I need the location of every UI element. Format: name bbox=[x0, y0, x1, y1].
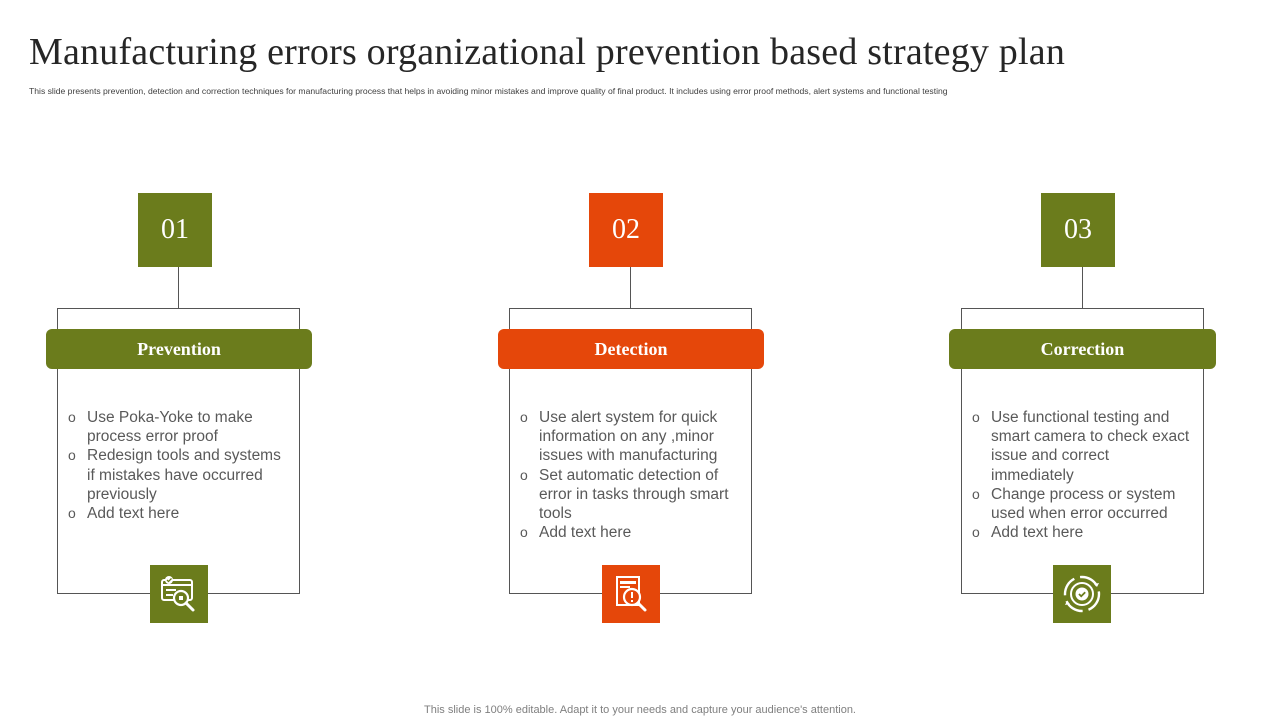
bullet-list bbox=[518, 408, 743, 542]
step-number-badge: 03 bbox=[1041, 193, 1115, 267]
list-item: o Add text here bbox=[520, 524, 632, 542]
heading-pill: Prevention bbox=[46, 329, 312, 369]
page-subtitle: This slide presents prevention, detection and correction techniques for manufacturing process that helps in avoiding minor mistakes and improve quality of final product. It includes using error proof methods, alert systems and functional testing bbox=[29, 86, 948, 96]
list-item: o Use functional testing and smart camera to check exact issue and correct immediately bbox=[972, 409, 1190, 484]
step-number-badge: 01 bbox=[138, 193, 212, 267]
footer-note: This slide is 100% editable. Adapt it to your needs and capture your audience's attention. bbox=[424, 704, 856, 716]
search-shield-icon bbox=[150, 565, 208, 623]
connector-line bbox=[630, 267, 631, 309]
connector-line bbox=[178, 267, 179, 309]
list-item: o Set automatic detection of error in tasks through smart tools bbox=[520, 466, 729, 523]
list-item: o Redesign tools and systems if mistakes have occurred previously bbox=[68, 447, 281, 503]
bullet-list bbox=[970, 408, 1195, 542]
list-item: o Add text here bbox=[972, 524, 1084, 542]
list-item: o Use alert system for quick information on any ,minor issues with manufacturing bbox=[520, 409, 718, 465]
page-title: Manufacturing errors organizational prevention based strategy plan bbox=[29, 31, 1066, 73]
bullet-list bbox=[66, 408, 291, 523]
document-alert-icon bbox=[602, 565, 660, 623]
cycle-check-icon bbox=[1053, 565, 1111, 623]
heading-pill: Correction bbox=[949, 329, 1216, 369]
list-item: o Add text here bbox=[68, 505, 180, 523]
connector-line bbox=[1082, 267, 1083, 309]
step-number-badge: 02 bbox=[589, 193, 663, 267]
heading-pill: Detection bbox=[498, 329, 764, 369]
list-item: o Change process or system used when error occurred bbox=[972, 485, 1176, 523]
list-item: o Use Poka-Yoke to make process error proof bbox=[68, 409, 253, 446]
